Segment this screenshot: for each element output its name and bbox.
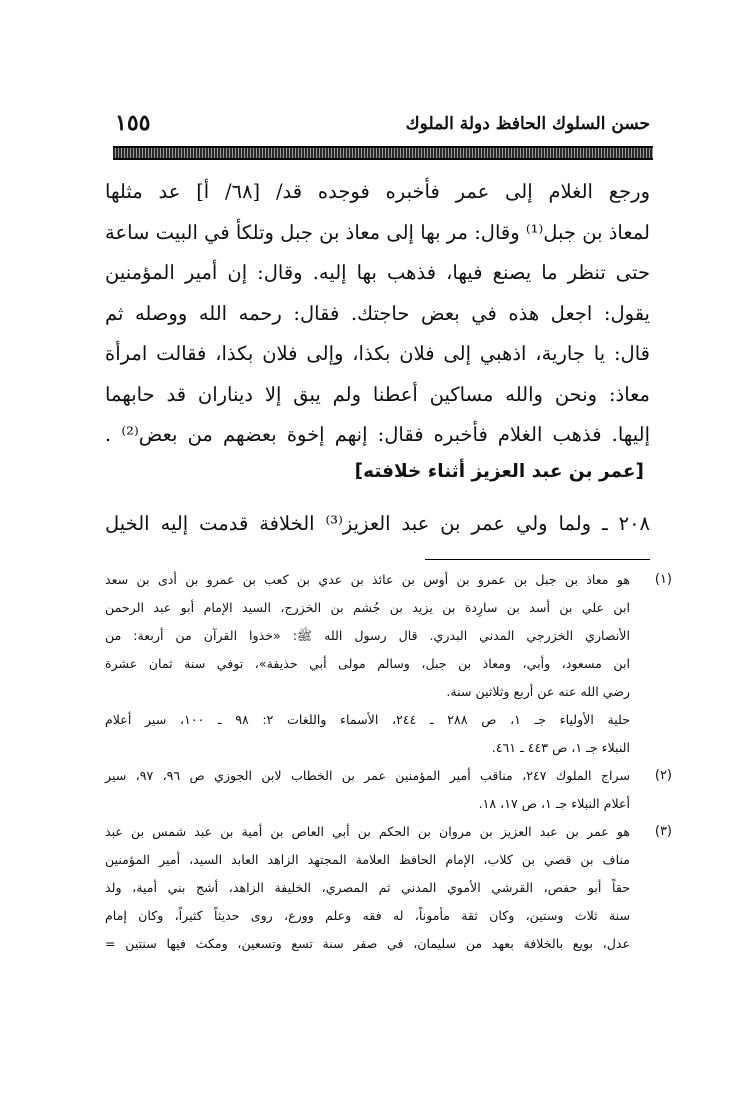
footnote-separator xyxy=(425,559,650,560)
footnote-line: هو معاذ بن جبل بن عمرو بن أوس بن عائذ بن عدي بن كعب بن عمرو بن أدى بن سعد xyxy=(105,572,630,587)
text-line: معاذ: ونحن والله مساكين أعطنا ولم يبق إلا ديناران قد حابهما xyxy=(105,382,650,406)
page-number: ١٥٥ xyxy=(115,110,151,136)
section-heading-text: عمر بن عبد العزيز أثناء خلافته xyxy=(363,461,636,482)
footnote-line: هو عمر بن عبد العزيز بن مروان بن الحكم بن أبي العاص بن أمية بن عبد شمس بن عبد xyxy=(105,824,630,839)
text-line: يقول: اجعل هذه في بعض حاجتك. فقال: رحمه الله ووصله ثم xyxy=(105,301,650,325)
footnote-line: سنة ثلاث وستين، وكان ثقة مأموناً، له فقه وعلم وورع، روى حديثاً كثيراً، وكان إمام xyxy=(105,908,630,923)
footnote-number: (١) xyxy=(654,572,672,587)
footnotes xyxy=(105,566,672,958)
footnote-line: سراج الملوك ٢٤٧، مناقب أمير المؤمنين عمر بن الخطاب لابن الجوزي ص ٩٦، ٩٧، سير xyxy=(105,768,630,783)
footnote-line: حقاً أبو حفص، القرشي الأموي المدني ثم المصري، الخليفة الزاهد، أشج بني أمية، ولد xyxy=(105,880,630,895)
footnote-number: (٣) xyxy=(654,824,672,839)
footnote-line: رضي الله عنه عن أربع وثلاثين سنة. xyxy=(446,684,630,699)
heading-bracket: [ xyxy=(635,461,644,482)
running-title: حسن السلوك الحافظ دولة الملوك xyxy=(405,114,650,134)
footnote-1 xyxy=(105,566,672,762)
text-line: ورجع الغلام إلى عمر فأخبره فوجده قد/ [٦٨/ أ] عد مثلها xyxy=(105,180,650,203)
paragraph-208: ٢٠٨ ـ ولما ولي عمر بن عبد العزيز⁽³⁾ الخلافة قدمت إليه الخيل xyxy=(105,512,651,535)
main-text xyxy=(105,172,650,456)
section-heading xyxy=(355,456,650,492)
text-line: قال: يا جارية، اذهبي إلى فلان بكذا، وإلى فلان بكذا، فقالت امرأة xyxy=(105,342,650,365)
header-rule xyxy=(113,146,653,160)
footnote-line: ابن علي بن أسد بن سارِدة بن يزيد بن جُشم بن الخزرج، السيد الإمام أبو عبد الرحمن xyxy=(105,600,630,615)
footnote-line: مناف بن قصي بن كلاب، الإمام الحافظ العلامة المجتهد الزاهد العابد السيد، أمير المؤمنين xyxy=(105,852,630,867)
text-line: حتى تنظر ما يصنع فيها، فذهب بها إليه. وقال: إن أمير المؤمنين xyxy=(105,261,650,284)
footnote-line: النبلاء جـ ١، ص ٤٤٣ ـ ٤٦١. xyxy=(491,740,630,755)
footnote-2 xyxy=(105,762,672,818)
text-line: إليها. فذهب الغلام فأخبره فقال: إنهم إخوة بعضهم من بعض⁽²⁾ . xyxy=(105,423,651,446)
text-line: لمعاذ بن جبل⁽¹⁾ وقال: مر بها إلى معاذ بن جبل وتلكأ في البيت ساعة xyxy=(105,220,650,244)
footnote-number: (٢) xyxy=(654,768,672,783)
page-header xyxy=(115,108,650,144)
footnote-line: حلية الأولياء جـ ١، ص ٢٨٨ ـ ٢٤٤، الأسماء واللغات ٢: ٩٨ ـ ١٠٠، سير أعلام xyxy=(105,712,630,727)
footnote-line: ابن مسعود، وأبي، ومعاذ بن جبل، وسالم مولى أبي حذيفة»، توفي سنة ثمان عشرة xyxy=(105,656,630,671)
footnote-line: عدل، بويع بالخلافة بعهد من سليمان، في صفر سنة تسع وتسعين، ومكث فيها سنتين = xyxy=(105,936,630,951)
heading-bracket: ] xyxy=(354,461,364,482)
footnote-line: الأنصاري الخزرجي المدني البدري. قال رسول الله ﷺ: «خذوا القرآن من أربعة: من xyxy=(105,628,630,643)
footnote-line: أعلام النبلاء جـ ١، ص ١٧، ١٨. xyxy=(478,796,630,811)
footnote-3 xyxy=(105,818,672,958)
